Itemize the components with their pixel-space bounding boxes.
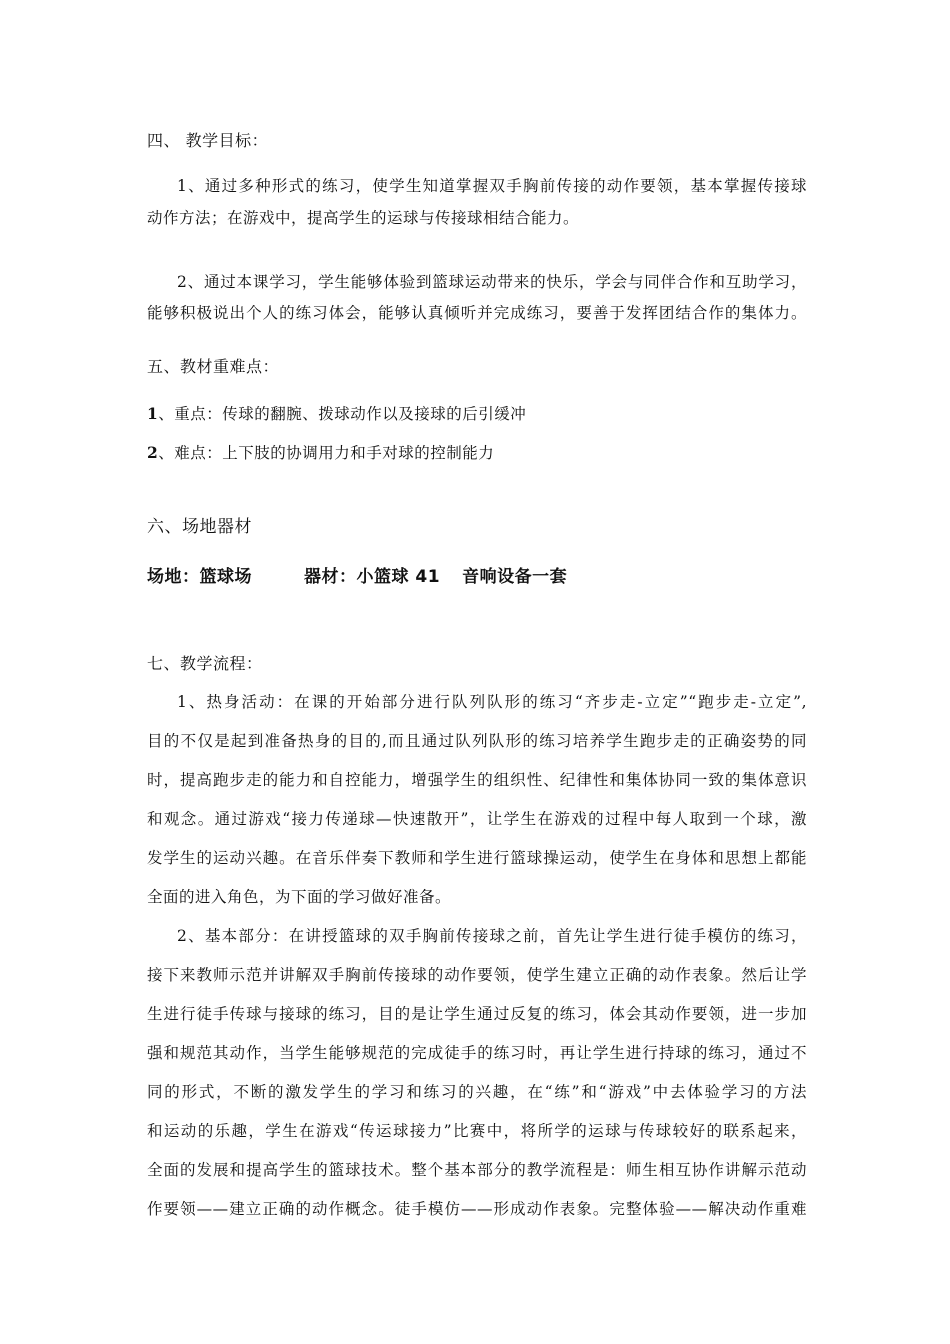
difficult-point-text: 、难点：上下肢的协调用力和手对球的控制能力 <box>158 444 495 462</box>
section-6-heading: 六、场地器材 <box>147 517 252 537</box>
basic-line-5: 同的形式，不断的激发学生的学习和练习的兴趣，在“练”和“游戏”中去体验学习的方法 <box>147 1083 807 1101</box>
basic-line-4: 强和规范其动作，当学生能够规范的完成徒手的练习时，再让学生进行持球的练习，通过不 <box>147 1044 807 1062</box>
warmup-line-4: 和观念。通过游戏“接力传递球—快速散开”，让学生在游戏的过程中每人取到一个球，激 <box>147 810 807 828</box>
basic-line-1: 2、基本部分：在讲授篮球的双手胸前传接球之前，首先让学生进行徒手模仿的练习， <box>177 927 807 945</box>
goal-1-line-1: 1、通过多种形式的练习，使学生知道掌握双手胸前传接的动作要领，基本掌握传接球 <box>177 177 807 195</box>
goal-2-line-2: 能够积极说出个人的练习体会，能够认真倾听并完成练习，要善于发挥团结合作的集体力。 <box>147 304 807 322</box>
basic-line-3: 生进行徒手传球与接球的练习，目的是让学生通过反复的练习，体会其动作要领，进一步加 <box>147 1005 807 1023</box>
key-point-number: 1 <box>147 404 159 423</box>
basic-line-8: 作要领——建立正确的动作概念。徒手模仿——形成动作表象。完整体验——解决动作重难 <box>147 1200 807 1218</box>
venue-text: 场地：篮球场 <box>147 567 252 587</box>
section-4-heading: 四、 教学目标： <box>147 131 269 150</box>
warmup-line-1: 1、热身活动：在课的开始部分进行队列队形的练习“齐步走-立定”“跑步走-立定”, <box>177 693 807 711</box>
difficult-point-number: 2 <box>147 443 159 462</box>
warmup-line-2: 目的不仅是起到准备热身的目的,而且通过队列队形的练习培养学生跑步走的正确姿势的同 <box>147 732 807 750</box>
equipment-text: 器材：小篮球 41 <box>304 567 441 587</box>
venue-equipment-line <box>147 567 807 587</box>
difficult-point <box>147 443 807 463</box>
section-5-heading: 五、教材重难点： <box>147 357 280 376</box>
audio-equipment-text: 音响设备一套 <box>462 567 568 587</box>
warmup-line-5: 发学生的运动兴趣。在音乐伴奏下教师和学生进行篮球操运动，使学生在身体和思想上都能 <box>147 849 807 867</box>
basic-line-2: 接下来教师示范并讲解双手胸前传接球的动作要领，使学生建立正确的动作表象。然后让学 <box>147 966 807 984</box>
key-point <box>147 404 807 424</box>
key-point-text: 、重点：传球的翻腕、拨球动作以及接球的后引缓冲 <box>158 405 527 423</box>
goal-1-line-2: 动作方法；在游戏中，提高学生的运球与传接球相结合能力。 <box>147 209 580 227</box>
warmup-line-6: 全面的进入角色，为下面的学习做好准备。 <box>147 888 452 906</box>
goal-2-line-1: 2、通过本课学习，学生能够体验到篮球运动带来的快乐，学会与同伴合作和互助学习， <box>177 273 807 291</box>
section-7-heading: 七、教学流程： <box>147 654 263 673</box>
basic-line-6: 和运动的乐趣，学生在游戏“传运球接力”比赛中，将所学的运球与传球较好的联系起来， <box>147 1122 807 1140</box>
basic-line-7: 全面的发展和提高学生的篮球技术。整个基本部分的教学流程是：师生相互协作讲解示范动 <box>147 1161 807 1179</box>
warmup-line-3: 时，提高跑步走的能力和自控能力，增强学生的组织性、纪律性和集体协同一致的集体意识 <box>147 771 807 789</box>
